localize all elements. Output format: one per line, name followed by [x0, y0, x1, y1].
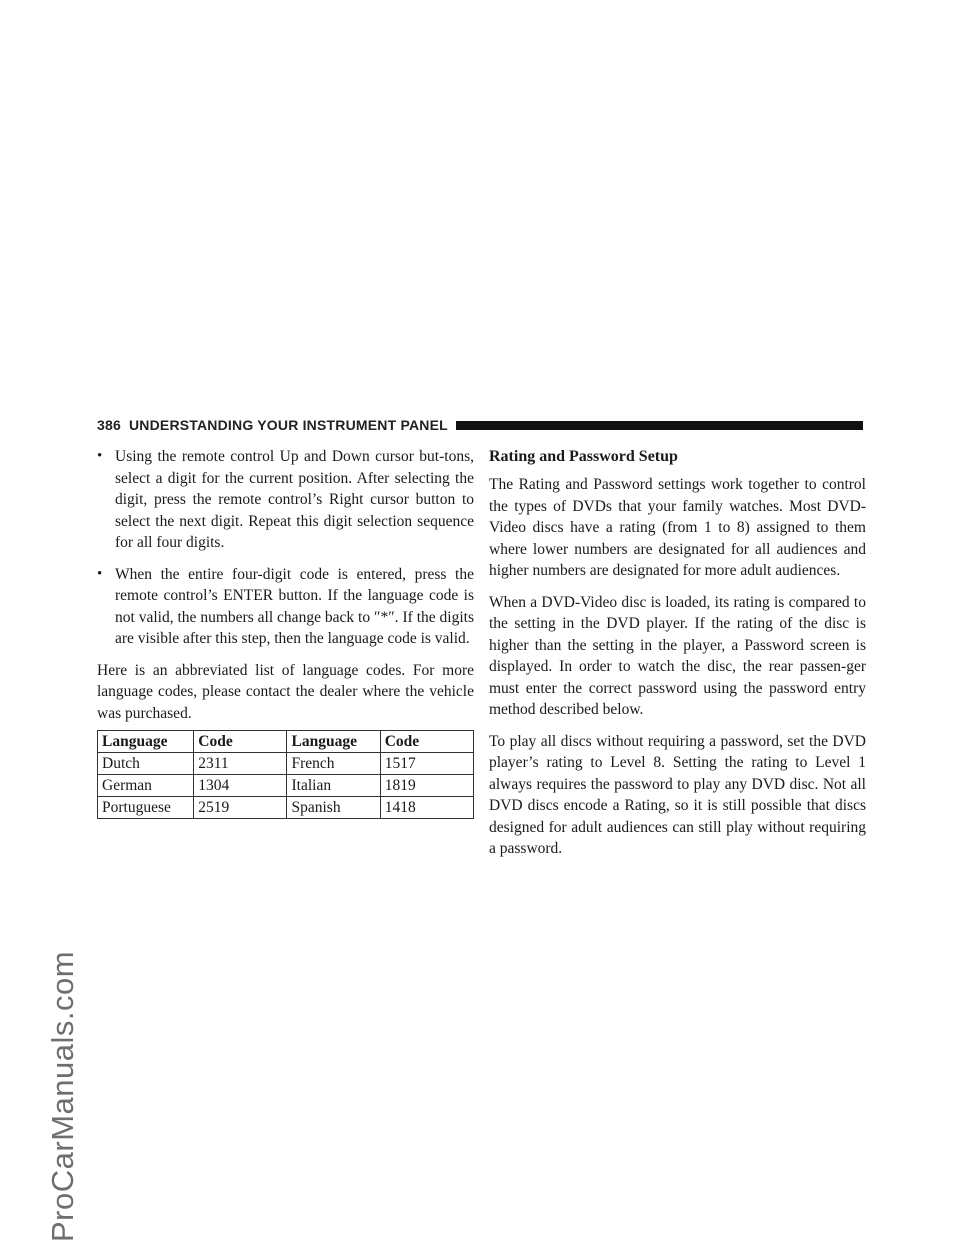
left-column — [97, 446, 474, 819]
table-cell: 1304 — [194, 775, 287, 797]
table-cell: Italian — [287, 775, 380, 797]
header-rule — [456, 421, 863, 430]
bullet-item — [97, 446, 474, 554]
table-cell: 1418 — [380, 797, 473, 819]
table-row — [98, 753, 474, 775]
table-cell: German — [98, 775, 194, 797]
bullet-item — [97, 564, 474, 650]
language-code-table — [97, 730, 474, 819]
page-number: 386 — [97, 417, 121, 433]
table-cell: Dutch — [98, 753, 194, 775]
table-cell: 2519 — [194, 797, 287, 819]
table-row — [98, 775, 474, 797]
bullet-text: Using the remote control Up and Down cursor but-tons, select a digit for the current position. After selecting the digit, press the remote control’s Right cursor button to select the next digit. Repeat this digit selection sequence for all four digits. — [115, 448, 474, 551]
table-header-cell: Language — [287, 731, 380, 753]
section-heading: Rating and Password Setup — [489, 448, 678, 465]
body-paragraph: When a DVD-Video disc is loaded, its rating is compared to the setting in the DVD player. If the rating of the disc is higher than the setting in the player, a Password screen is displayed. In order to watch the disc, the rear passen-ger must enter the correct password using the password entry method described below. — [489, 593, 866, 718]
right-column — [489, 446, 866, 870]
table-cell: Portuguese — [98, 797, 194, 819]
bullet-text: When the entire four-digit code is entered, press the remote control’s ENTER button. If the language code is not valid, the numbers all change back to ″*″. If the digits are visible after this step, then the language code is valid. — [115, 565, 474, 647]
table-header-cell: Language — [98, 731, 194, 753]
body-paragraph: The Rating and Password settings work together to control the types of DVDs that your family watches. Most DVD-Video discs have a rating (from 1 to 8) assigned to them where lower numbers are designated for all audiences and higher numbers are designated for more adult audiences. — [489, 476, 866, 579]
table-header-cell: Code — [194, 731, 287, 753]
section-title: UNDERSTANDING YOUR INSTRUMENT PANEL — [128, 417, 448, 433]
table-cell: 1517 — [380, 753, 473, 775]
table-cell: 2311 — [194, 753, 287, 775]
page-header — [97, 417, 863, 433]
watermark-text: ProCarManuals.com — [45, 950, 80, 1242]
table-cell: French — [287, 753, 380, 775]
body-paragraph: To play all discs without requiring a password, set the DVD player’s rating to Level 8. Setting the rating to Level 1 always requires the password to play any DVD disc. Not all DVD discs encode a Rating, so it is still possible that discs designed for adult audiences can still play without requiring a password. — [489, 732, 866, 857]
bullet-icon: • — [97, 448, 103, 464]
table-cell: Spanish — [287, 797, 380, 819]
table-row — [98, 797, 474, 819]
bullet-icon: • — [97, 565, 103, 582]
table-header-cell: Code — [380, 731, 473, 753]
intro-paragraph: Here is an abbreviated list of language codes. For more language codes, please contact the dealer where the vehicle was purchased. — [97, 661, 474, 722]
table-cell: 1819 — [380, 775, 473, 797]
table-header-row — [98, 731, 474, 753]
